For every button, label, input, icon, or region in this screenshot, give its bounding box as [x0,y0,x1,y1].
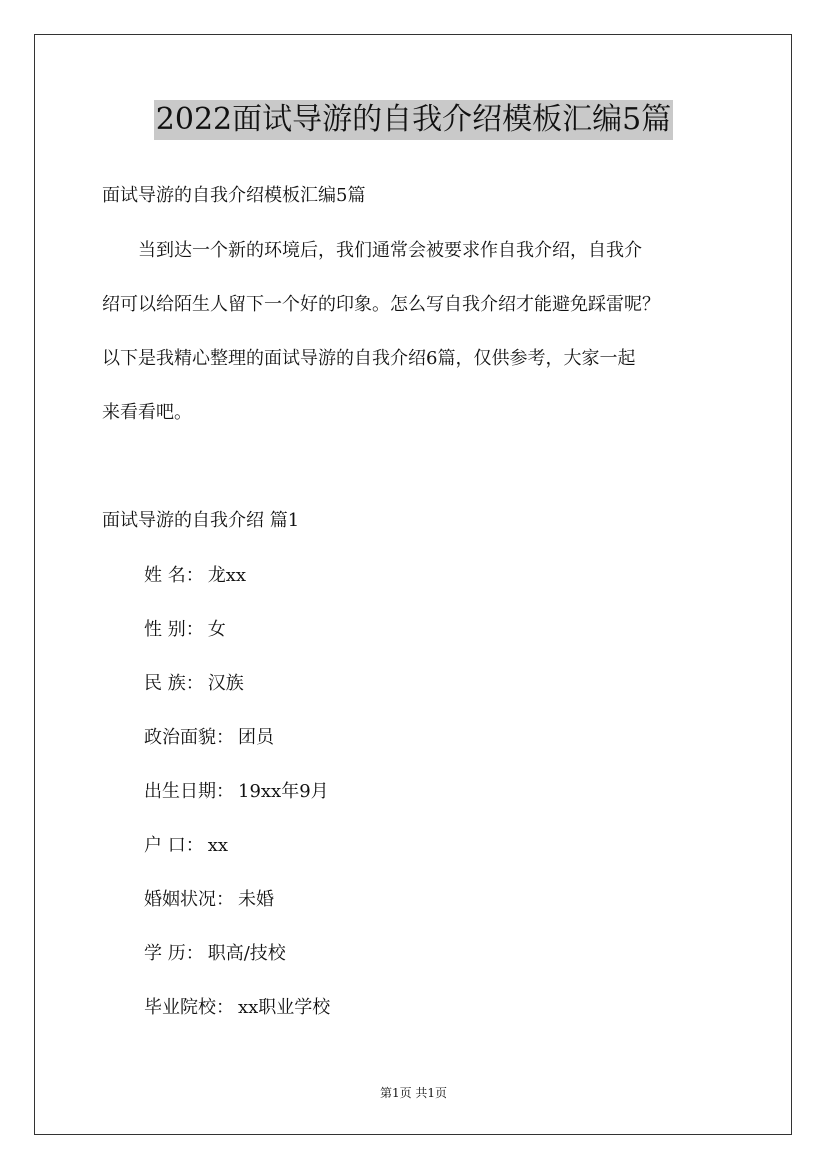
field-birth-date [144,777,329,803]
field-label: 民 族： [144,673,204,694]
field-value: 职高/技校 [207,943,286,964]
field-school [144,993,330,1019]
intro-line: 当到达一个新的环境后，我们通常会被要求作自我介绍，自我介 [102,240,642,261]
field-value: 19xx年9月 [238,781,329,802]
field-political-status [144,723,274,749]
field-education [144,939,286,965]
field-label: 婚姻状况： [144,889,234,910]
field-label: 性 别： [144,619,204,640]
document-subtitle: 面试导游的自我介绍模板汇编5篇 [102,185,366,206]
page-footer [0,1084,827,1101]
field-value: xx [207,835,229,856]
field-value: 龙xx [207,565,247,586]
field-value: 团员 [238,727,274,748]
intro-line: 绍可以给陌生人留下一个好的印象。怎么写自我介绍才能避免踩雷呢？ [102,294,660,315]
field-gender [144,615,226,641]
title-wrap [0,100,827,140]
document-title: 2022面试导游的自我介绍模板汇编5篇 [154,100,673,140]
field-name [144,561,246,587]
intro-line: 以下是我精心整理的面试导游的自我介绍6篇，仅供参考，大家一起 [102,348,636,369]
field-value: xx职业学校 [238,997,331,1018]
section-heading: 面试导游的自我介绍 篇1 [102,510,300,531]
field-value: 未婚 [238,889,274,910]
field-label: 户 口： [144,835,204,856]
field-label: 学 历： [144,943,204,964]
field-label: 毕业院校： [144,997,234,1018]
field-label: 姓 名： [144,565,204,586]
intro-line: 来看看吧。 [102,402,192,423]
field-marital-status [144,885,274,911]
field-ethnicity [144,669,244,695]
field-label: 出生日期： [144,781,234,802]
field-household [144,831,228,857]
page-number: 第1页 共1页 [379,1086,448,1100]
field-label: 政治面貌： [144,727,234,748]
field-value: 女 [207,619,226,640]
field-value: 汉族 [207,673,244,694]
